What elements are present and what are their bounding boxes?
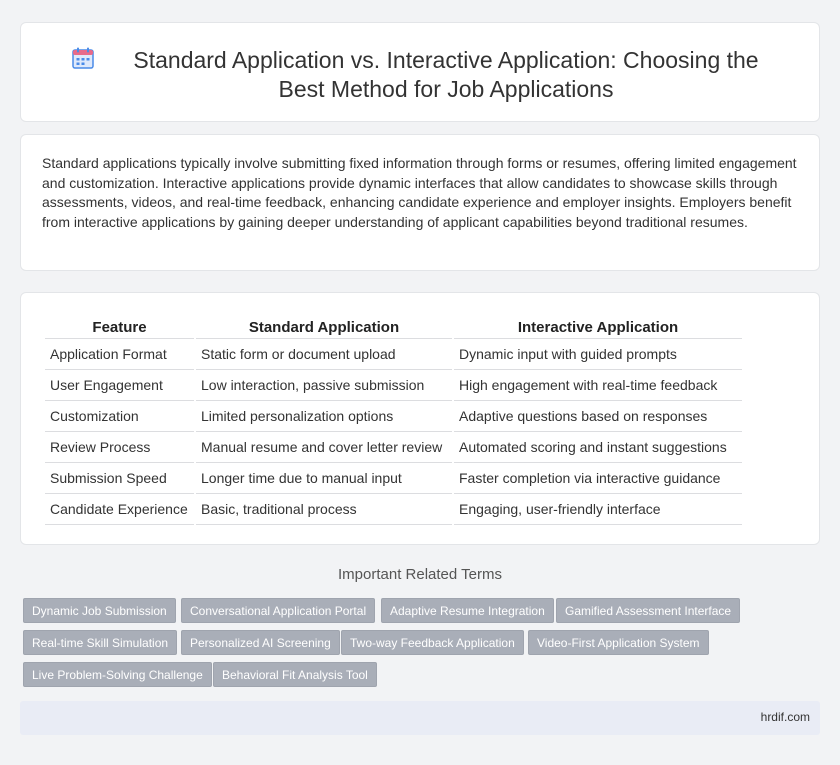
related-term-tag[interactable]: Gamified Assessment Interface	[556, 598, 740, 623]
standard-cell: Manual resume and cover letter review	[196, 432, 452, 463]
interactive-cell: Faster completion via interactive guidance	[454, 463, 742, 494]
table-row	[45, 432, 742, 463]
interactive-cell: Automated scoring and instant suggestions	[454, 432, 742, 463]
standard-cell: Low interaction, passive submission	[196, 370, 452, 401]
related-terms-heading: Important Related Terms	[338, 566, 502, 583]
table-row	[45, 339, 742, 370]
feature-cell: Candidate Experience	[45, 494, 194, 525]
related-term-tag[interactable]: Conversational Application Portal	[181, 598, 375, 623]
title-card	[20, 22, 820, 122]
related-term-tag[interactable]: Video-First Application System	[528, 630, 709, 655]
standard-cell: Basic, traditional process	[196, 494, 452, 525]
interactive-cell: Engaging, user-friendly interface	[454, 494, 742, 525]
summary-card	[20, 134, 820, 271]
feature-cell: User Engagement	[45, 370, 194, 401]
interactive-cell: Adaptive questions based on responses	[454, 401, 742, 432]
related-term-tag[interactable]: Adaptive Resume Integration	[381, 598, 554, 623]
feature-cell: Submission Speed	[45, 463, 194, 494]
related-term-tag[interactable]: Behavioral Fit Analysis Tool	[213, 662, 377, 687]
header-interactive: Interactive Application	[454, 315, 742, 339]
related-term-tag[interactable]: Dynamic Job Submission	[23, 598, 176, 623]
header-standard: Standard Application	[196, 315, 452, 339]
interactive-cell: High engagement with real-time feedback	[454, 370, 742, 401]
standard-cell: Limited personalization options	[196, 401, 452, 432]
comparison-card	[20, 292, 820, 545]
table-row	[45, 401, 742, 432]
related-term-tag[interactable]: Real-time Skill Simulation	[23, 630, 177, 655]
related-term-tag[interactable]: Live Problem-Solving Challenge	[23, 662, 212, 687]
header-feature: Feature	[45, 315, 194, 339]
table-row	[45, 370, 742, 401]
standard-cell: Static form or document upload	[196, 339, 452, 370]
table-row	[45, 463, 742, 494]
interactive-cell: Dynamic input with guided prompts	[454, 339, 742, 370]
feature-cell: Review Process	[45, 432, 194, 463]
table-header-row	[45, 315, 742, 339]
standard-cell: Longer time due to manual input	[196, 463, 452, 494]
related-term-tag[interactable]: Personalized AI Screening	[181, 630, 340, 655]
related-term-tag[interactable]: Two-way Feedback Application	[341, 630, 524, 655]
footer-site[interactable]: hrdif.com	[760, 710, 810, 724]
footer	[20, 701, 820, 735]
feature-cell: Application Format	[45, 339, 194, 370]
page-title: Standard Application vs. Interactive Application: Choosing the Best Method for Job Applications	[133, 47, 759, 102]
summary-text: Standard applications typically involve submitting fixed information through forms or resumes, offering limited engagement and customization. Interactive applications provide dynamic interfaces that allow candidates to showcase skills through assessments, videos, and real-time feedback, enhancing candidate experience and employer insights. Employers benefit from interactive applications by gaining deeper understanding of applicant capabilities beyond traditional resumes.	[42, 155, 797, 230]
table-row	[45, 494, 742, 525]
feature-cell: Customization	[45, 401, 194, 432]
comparison-table	[43, 315, 744, 525]
